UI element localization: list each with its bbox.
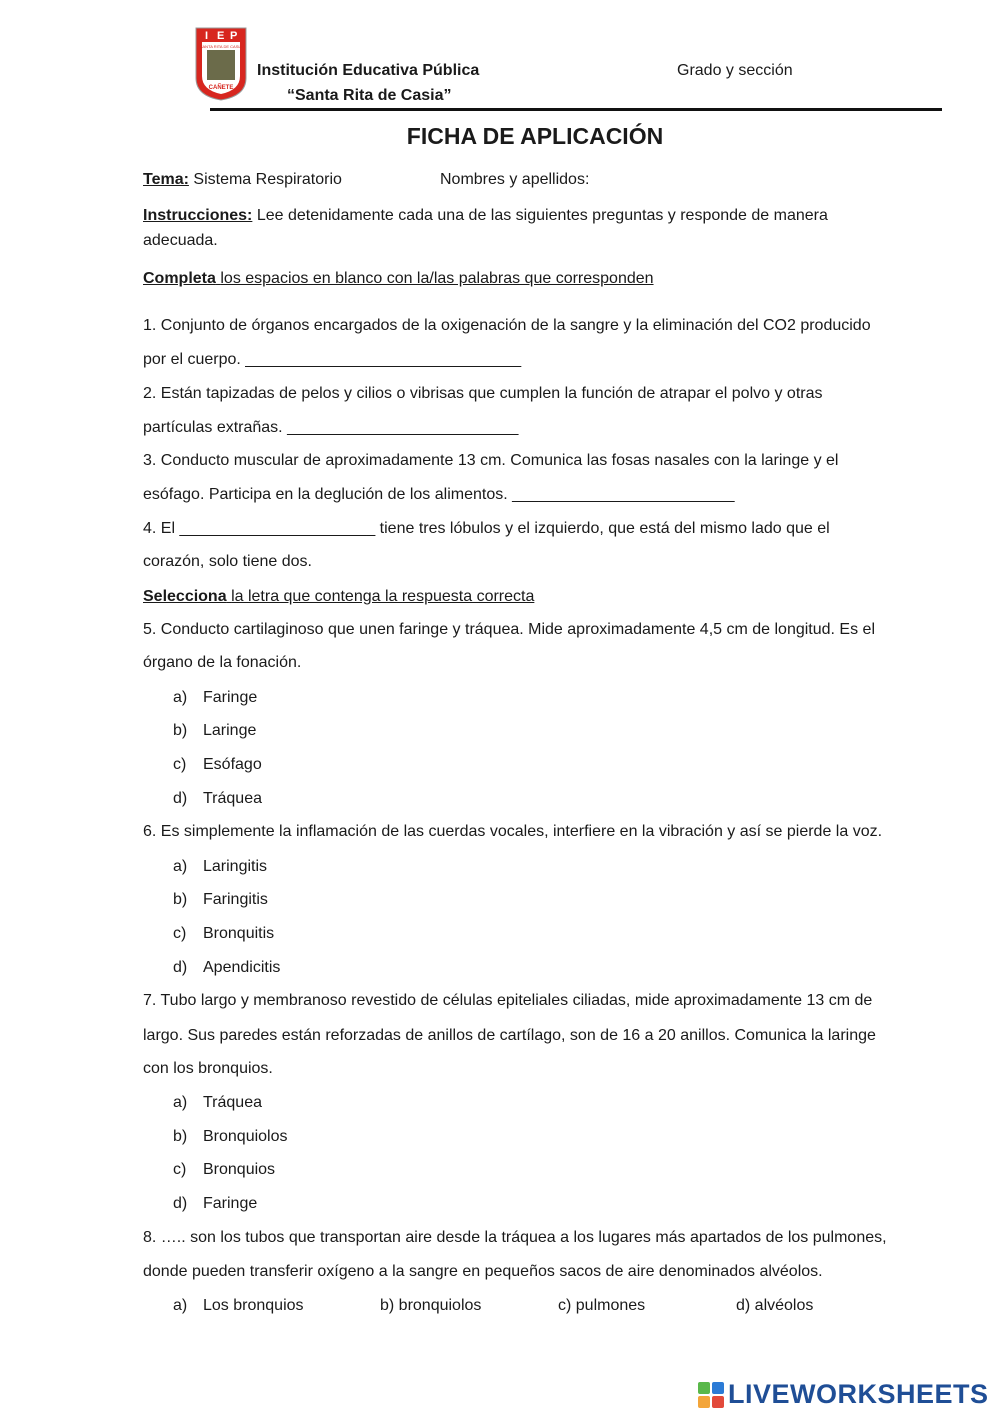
option-letter: b) (173, 722, 188, 739)
q8-option-c[interactable]: c) pulmones (558, 1297, 646, 1314)
q7-option-d[interactable] (173, 1194, 258, 1214)
tema-label: Tema: (143, 171, 189, 188)
question-8-line2: donde pueden transferir oxígeno a la sangre en pequeños sacos de aire denominados alvéolos. (143, 1263, 823, 1280)
option-text: Bronquiolos (203, 1128, 288, 1145)
question-5-line2: órgano de la fonación. (143, 654, 302, 671)
names-label: Nombres y apellidos: (440, 171, 590, 188)
section-complete-heading (143, 269, 654, 289)
option-letter: a) (173, 1094, 188, 1111)
option-letter: a) (173, 689, 188, 706)
q8-option-b[interactable]: b) bronquiolos (380, 1297, 482, 1314)
instructions-line2: adecuada. (143, 232, 218, 249)
option-letter: b) (173, 1128, 188, 1145)
question-5-line1: 5. Conducto cartilaginoso que unen faringe y tráquea. Mide aproximadamente 4,5 cm de longitud. Es el (143, 621, 875, 638)
option-text: Los bronquios (203, 1297, 304, 1314)
question-7-line1: 7. Tubo largo y membranoso revestido de células epiteliales ciliadas, mide aproximadamente 13 cm de (143, 992, 873, 1009)
option-letter: a) (173, 1297, 188, 1314)
grade-section-label: Grado y sección (677, 62, 793, 79)
page-title: FICHA DE APLICACIÓN (406, 123, 664, 149)
tema-line (143, 170, 342, 190)
question-1-line2: por el cuerpo. _______________________________ (143, 351, 522, 368)
question-2-line2: partículas extrañas. __________________________ (143, 419, 519, 436)
q8-option-a[interactable] (173, 1296, 304, 1316)
question-4-line1: 4. El ______________________ tiene tres lóbulos y el izquierdo, que está del mismo lado que el (143, 520, 830, 537)
q7-option-a[interactable] (173, 1093, 262, 1113)
question-3-line1: 3. Conducto muscular de aproximadamente 13 cm. Comunica las fosas nasales con la laringe y el (143, 452, 839, 469)
option-letter: d) (173, 959, 188, 976)
logo-picture (207, 50, 235, 80)
q6-option-b[interactable] (173, 890, 268, 910)
logo-bottom-text: CAÑETE (208, 85, 234, 91)
instructions-text: Lee detenidamente cada una de las siguientes preguntas y responde de manera (256, 207, 828, 224)
section-complete-keyword: Completa (143, 270, 216, 287)
q7-option-b[interactable] (173, 1127, 288, 1147)
logo-letter-e: E (217, 30, 225, 42)
option-letter: c) (173, 1161, 187, 1178)
question-2-line1: 2. Están tapizadas de pelos y cilios o vibrisas que cumplen la función de atrapar el polvo y otras (143, 385, 823, 402)
section-select-text: la letra que contenga la respuesta correcta (231, 588, 535, 605)
option-text: Bronquitis (203, 925, 275, 942)
question-3-line2: esófago. Participa en la deglución de los alimentos. _________________________ (143, 486, 735, 503)
option-letter: a) (173, 858, 188, 875)
option-text: Tráquea (203, 1094, 262, 1111)
option-text: Faringitis (203, 891, 268, 908)
header-divider (210, 108, 942, 111)
option-text: Bronquios (203, 1161, 276, 1178)
liveworksheets-watermark (698, 1378, 998, 1410)
q6-option-d[interactable] (173, 958, 281, 978)
section-select-heading (143, 587, 534, 607)
institution-name: Institución Educativa Pública (257, 62, 480, 79)
question-8-line1: 8. ….. son los tubos que transportan aire desde la tráquea a los lugares más apartados de los pulmones, (143, 1229, 887, 1246)
q8-option-d[interactable]: d) alvéolos (736, 1297, 814, 1314)
question-1-line1: 1. Conjunto de órganos encargados de la oxigenación de la sangre y la eliminación del CO2 producido (143, 317, 871, 334)
option-letter: d) (173, 790, 188, 807)
q5-option-d[interactable] (173, 789, 262, 809)
tema-value: Sistema Respiratorio (193, 171, 342, 188)
liveworksheets-wordmark: LIVEWORKSHEETS (728, 1379, 989, 1409)
option-letter: c) (173, 925, 187, 942)
q5-option-b[interactable] (173, 721, 257, 741)
option-text: Laringitis (203, 858, 268, 875)
question-7-line3: con los bronquios. (143, 1060, 273, 1077)
logo-letter-i: I (205, 30, 209, 42)
liveworksheets-logo-icon (698, 1382, 725, 1409)
option-text: Esófago (203, 756, 262, 773)
logo-letter-p: P (230, 30, 238, 42)
section-complete-text: los espacios en blanco con la/las palabras que corresponden (220, 270, 654, 287)
option-text: Laringe (203, 722, 257, 739)
instructions-line1 (143, 206, 828, 226)
question-7-line2: largo. Sus paredes están reforzadas de anillos de cartílago, son de 16 a 20 anillos. Comunica la laringe (143, 1027, 876, 1044)
instructions-label: Instrucciones: (143, 207, 253, 224)
q7-option-c[interactable] (173, 1160, 276, 1180)
school-logo (194, 26, 248, 102)
option-text: Faringe (203, 689, 258, 706)
option-text: Apendicitis (203, 959, 281, 976)
option-letter: c) (173, 756, 187, 773)
q5-option-c[interactable] (173, 755, 262, 775)
q6-option-a[interactable] (173, 857, 268, 877)
q6-option-c[interactable] (173, 924, 275, 944)
section-select-keyword: Selecciona (143, 588, 227, 605)
option-letter: d) (173, 1195, 188, 1212)
question-4-line2: corazón, solo tiene dos. (143, 553, 312, 570)
option-text: Tráquea (203, 790, 262, 807)
option-letter: b) (173, 891, 188, 908)
option-text: Faringe (203, 1195, 258, 1212)
institution-school-name: “Santa Rita de Casia” (287, 87, 452, 104)
q5-option-a[interactable] (173, 688, 258, 708)
question-6-line1: 6. Es simplemente la inflamación de las cuerdas vocales, interfiere en la vibración y así se pierde la voz. (143, 823, 883, 840)
logo-ring-text: SANTA RITA DE CASIA (199, 44, 243, 49)
